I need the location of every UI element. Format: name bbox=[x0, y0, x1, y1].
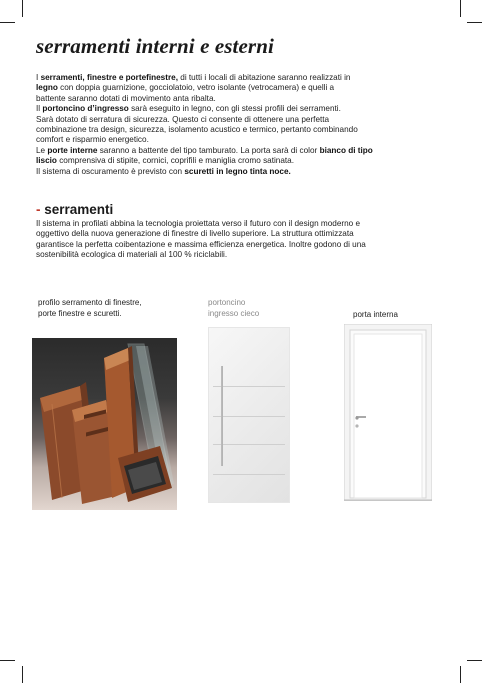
intro-text: Il bbox=[36, 104, 43, 114]
crop-mark-bottom-right-v bbox=[460, 666, 461, 683]
page-title: serramenti interni e esterni bbox=[36, 34, 274, 58]
intro-bold: portoncino d’ingresso bbox=[42, 104, 129, 114]
crop-mark-bottom-left-v bbox=[22, 666, 23, 683]
intro-line: battente saranno dotati di movimento anta ribalta. bbox=[36, 93, 216, 103]
intro-text: di tutti i locali di abitazione saranno realizzati in bbox=[177, 73, 351, 82]
interior-door-illustration bbox=[344, 324, 432, 501]
crop-mark-top-right-v bbox=[460, 0, 461, 17]
crop-mark-top-left-v bbox=[22, 0, 23, 17]
intro-text: con doppia guarnizione, gocciolatoio, vetro isolante (vetrocamera) e quelli a bbox=[57, 83, 335, 93]
door-groove bbox=[213, 416, 285, 417]
intro-line bbox=[36, 146, 456, 156]
crop-mark-top-left-h bbox=[0, 22, 15, 23]
intro-line: comfort e risparmio energetico. bbox=[36, 135, 149, 145]
intro-text: Il sistema di oscuramento è previsto con bbox=[36, 166, 185, 176]
intro-bold: scuretti in legno tinta noce. bbox=[184, 166, 291, 176]
section-line: sostenibilità ecologica di materiali al 100 % riciclabili. bbox=[36, 250, 228, 260]
caption-interior-door: porta interna bbox=[353, 310, 398, 319]
intro-text: comprensiva di stipite, cornici, coprifili e maniglia cromo satinata. bbox=[56, 156, 295, 166]
intro-line: I serramenti, finestre e portefinestre, di tutti i locali di abitazione saranno realizzati in bbox=[36, 73, 351, 82]
intro-line bbox=[36, 83, 456, 93]
intro-line bbox=[36, 104, 456, 114]
caption-line: ingresso cieco bbox=[208, 308, 260, 318]
intro-bold: bianco di tipo bbox=[319, 145, 373, 155]
caption-entrance-door bbox=[208, 298, 259, 319]
section-heading-text: serramenti bbox=[44, 202, 114, 217]
window-profile-photo bbox=[32, 338, 177, 510]
section-heading bbox=[36, 202, 113, 217]
window-profile-illustration bbox=[32, 338, 177, 510]
caption-window-profile bbox=[38, 298, 142, 319]
intro-line bbox=[36, 156, 456, 166]
intro-bold: porte interne bbox=[47, 145, 98, 155]
section-paragraph bbox=[36, 219, 456, 261]
door-groove bbox=[213, 474, 285, 475]
caption-line: portoncino bbox=[208, 298, 246, 307]
caption-line: porte finestre e scuretti. bbox=[38, 308, 122, 318]
intro-paragraph bbox=[36, 73, 456, 177]
section-line: oggettivo della nuova generazione di finestre di livello superiore. La struttura ottimizzata bbox=[36, 229, 354, 239]
intro-bold: liscio bbox=[36, 156, 57, 166]
crop-mark-bottom-left-h bbox=[0, 660, 15, 661]
door-groove bbox=[213, 444, 285, 445]
intro-line: Sarà dotato di serratura di sicurezza. Questo ci consente di ottenere una perfetta bbox=[36, 114, 330, 124]
intro-text: Le bbox=[36, 145, 48, 155]
intro-text: sarà eseguito in legno, con gli stessi profili dei serramenti. bbox=[128, 104, 341, 114]
interior-door-photo bbox=[344, 324, 432, 501]
intro-line: combinazione tra design, sicurezza, isolamento acustico e termico, pertanto combinando bbox=[36, 125, 358, 135]
intro-bold: serramenti, finestre e portefinestre, bbox=[40, 73, 178, 82]
section-line: Il sistema in profilati abbina la tecnologia proiettata verso il futuro con il design moderno e bbox=[36, 219, 361, 228]
intro-text: saranno a battente del tipo tamburato. La porta sarà di color bbox=[97, 145, 320, 155]
section-line: garantisce la perfetta coibentazione e massima efficienza energetica. Inoltre godono di una bbox=[36, 239, 366, 249]
door-groove bbox=[213, 386, 285, 387]
intro-line bbox=[36, 167, 456, 177]
entrance-door-photo bbox=[208, 327, 290, 503]
crop-mark-top-right-h bbox=[467, 22, 482, 23]
door-handle-bar bbox=[221, 366, 223, 466]
section-dash: - bbox=[36, 202, 45, 217]
crop-mark-bottom-right-h bbox=[467, 660, 482, 661]
intro-bold: legno bbox=[36, 83, 58, 93]
caption-line: profilo serramento di finestre, bbox=[38, 298, 142, 307]
